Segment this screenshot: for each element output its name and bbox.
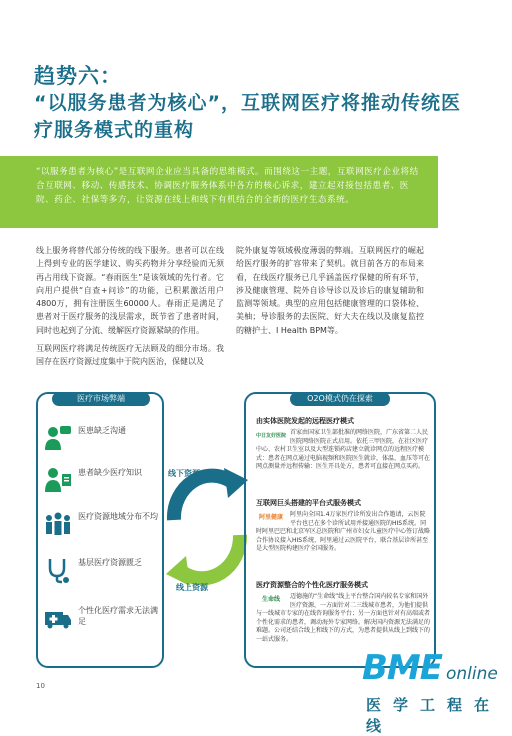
doctor-chat-icon	[44, 424, 72, 452]
o2o-panel	[244, 392, 436, 668]
o2o-model	[256, 580, 430, 645]
o2o-model-logo: 生命线	[261, 596, 280, 603]
body-paragraph: 线上服务将替代部分传统的线下服务。患者可以在线上得到专业的医学建议、购买药物并分享经验而无须再占用线下资源。“春雨医生”是该领域的先行者。它向用户提供“自查+问诊”的功能，已积累激活用户4800万，拥有注册医生60000人。春雨正是满足了患者对于医疗服务的浅层需求，既节省了患者时间，同时也起到了分流、缓解医疗资源紧缺的作用。	[36, 246, 224, 335]
issue-label: 医患缺乏沟通	[78, 426, 126, 435]
page-number: 10	[36, 682, 45, 690]
o2o-model	[256, 416, 430, 472]
intro-band: “以服务患者为核心”是互联网企业应当具备的思维模式。而围绕这一主题，互联网医疗企业将结合互联网、移动、传感技术、协调医疗服务体系中各方的核心诉求，建立起对接包括患者、医院、药企、社保等多方，让资源在线上和线下有机结合的全新的医疗生态系统。	[0, 156, 438, 228]
page-title: “以服务患者为核心”，互联网医疗将推动传统医疗服务模式的重构	[34, 92, 461, 141]
issue-item	[44, 554, 162, 588]
issue-label: 基层医疗资源匮乏	[78, 558, 142, 567]
trend-label: 趋势六：	[34, 64, 122, 88]
brand-chinese: 医学工程在线	[366, 696, 502, 735]
cycle-arrows-icon	[162, 420, 252, 640]
body-column-right	[236, 244, 424, 342]
stethoscope-icon	[44, 556, 72, 584]
issue-item	[44, 602, 162, 636]
o2o-model-body: 阿里向全国1.4万家医疗诊所发出合作邀请，云医院平台也已在多个诊所试用并接通医院的HIS系统。同时阿里巴巴和北京军区总医院和广州市妇女儿童医疗中心签订战略合作协议接入HIS系统，阿里通过云医院平台，联合基层诊所甚至是大型医院构建医疗全国服务。	[256, 511, 431, 553]
issue-label: 个性化医疗需求无法满足	[78, 606, 158, 626]
o2o-model-body: 首家由国家卫生部批准的网络医院，广东省第二人民医院网络医院正式启用。依托三甲医院，在社区医疗中心、农村卫生室以及大型连锁药店建立就诊网点的远程医疗模式：患者在网点通过电脑视频和医院医生就诊，体温、血压等可在网点测量并远程传输：医生开具处方，患者可直接在网点买药。	[256, 429, 431, 471]
issue-item	[44, 464, 162, 498]
o2o-model	[256, 498, 430, 554]
issue-item	[44, 422, 162, 456]
resource-cycle	[162, 420, 252, 640]
people-group-icon	[44, 510, 72, 538]
o2o-model-logo: 阿里健康	[258, 514, 283, 521]
o2o-model-logo: 中日友好医院	[256, 433, 287, 439]
patient-info-icon	[44, 466, 72, 494]
body-column-left	[36, 244, 224, 374]
issue-label: 患者缺少医疗知识	[78, 468, 142, 477]
o2o-model-title: 互联网巨头搭建的平台式服务模式	[256, 499, 361, 507]
o2o-model-body: 迈德施的“生命线”线上平台整合国内较名专家和国外医疗资源，一方面针对二三线城市患者，为他们提供与一线城市专家的在线咨询服务平台；另一方面也针对有高端或者个性化需求的患者，调动海外专家网络。解决国内资源无法满足的难题。公司还结合线上和线下的方式，为患者提供从线上到线下的一站式服务。	[256, 593, 431, 643]
market-issues-panel	[36, 392, 164, 668]
brand-word: BME	[362, 648, 442, 688]
body-paragraph: 院外康复等领域极度薄弱的弊端。互联网医疗的崛起给医疗服务的扩容带来了契机。就目前各方的布局来看，在线医疗服务已几乎涵盖医疗保健的所有环节，涉及健康管理、院外自诊导诊以及诊后的康复辅助和监测等领域。典型的应用包括健康管理的口袋体检、美柚；导诊服务的去医院、好大夫在线以及康复监控的糖护士、I Health BPM等。	[236, 246, 424, 335]
cycle-top-label: 线下资源	[168, 469, 200, 478]
o2o-model-title: 医疗资源整合的个性化医疗服务模式	[256, 581, 368, 589]
issue-label: 医疗资源地域分布不均	[78, 512, 158, 521]
brand-online: online	[446, 664, 498, 684]
issue-item	[44, 508, 162, 542]
ambulance-icon	[44, 604, 72, 632]
o2o-model-title: 由实体医院发起的远程医疗模式	[256, 417, 354, 425]
body-paragraph: 互联网医疗将满足传统医疗无法顾及的细分市场。我国存在医疗资源过度集中于院内医治，保健以及	[36, 344, 224, 367]
brand-logo	[360, 648, 510, 735]
o2o-panel-title: O2O模式仍在探索	[290, 392, 390, 406]
cycle-bottom-label: 线上资源	[176, 583, 208, 592]
market-issues-title: 医疗市场弊端	[52, 392, 150, 406]
